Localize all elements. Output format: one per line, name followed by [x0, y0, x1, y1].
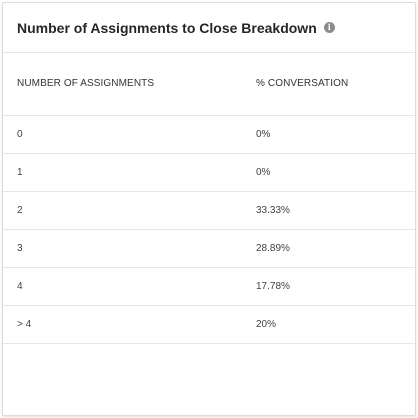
assignments-breakdown-card [2, 2, 416, 416]
assignments-cell: 0 [3, 115, 242, 153]
conversation-cell: 0% [242, 153, 415, 191]
assignments-cell: 4 [3, 267, 242, 305]
card-header [3, 3, 415, 53]
assignments-cell: 2 [3, 191, 242, 229]
breakdown-table [3, 53, 415, 344]
column-header-conversation[interactable]: % CONVERSATION [242, 53, 415, 115]
conversation-cell: 0% [242, 115, 415, 153]
assignments-cell: 1 [3, 153, 242, 191]
conversation-cell: 28.89% [242, 229, 415, 267]
assignments-cell: 3 [3, 229, 242, 267]
table-header-row [3, 53, 415, 115]
table-row [3, 229, 415, 267]
card-title: Number of Assignments to Close Breakdown [17, 19, 317, 36]
assignments-cell: > 4 [3, 305, 242, 343]
conversation-cell: 33.33% [242, 191, 415, 229]
table-row [3, 191, 415, 229]
conversation-cell: 20% [242, 305, 415, 343]
table-row [3, 153, 415, 191]
conversation-cell: 17.78% [242, 267, 415, 305]
info-icon[interactable]: i [324, 22, 335, 33]
table-row [3, 267, 415, 305]
column-header-assignments[interactable]: NUMBER OF ASSIGNMENTS [3, 53, 242, 115]
table-row [3, 305, 415, 343]
table-row [3, 115, 415, 153]
